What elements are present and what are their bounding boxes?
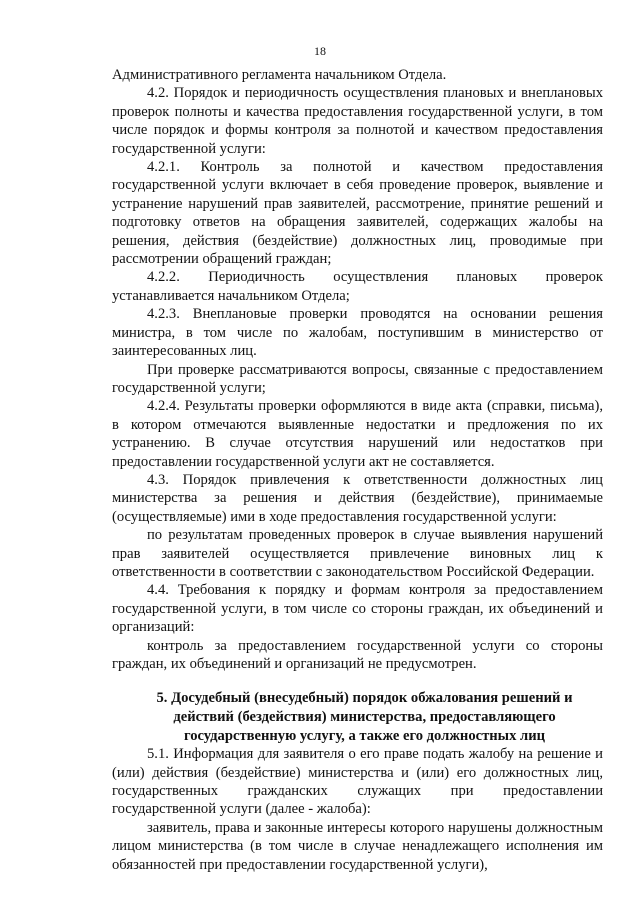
paragraph-liability: по результатам проведенных проверок в случае выявления нарушений прав заявителей осуществляется привлечение виновных лиц к ответственности в соответствии с законодательством Российской Федерации. (112, 527, 603, 580)
paragraph-4-2-1: 4.2.1. Контроль за полнотой и качеством предоставления государственной услуги включает в себя проведение проверок, выявление и устранение нарушений прав заявителей, рассмотрение, принятие решений и подготовку ответов на обращения заявителей, содержащих жалобы на решения, действия (бездействие) должностных лиц, проводимые при рассмотрении обращений граждан; (112, 159, 603, 268)
paragraph-inspection-scope: При проверке рассматриваются вопросы, связанные с предоставлением государственной услуги; (112, 361, 603, 396)
paragraph-continuation: Административного регламента начальником Отдела. (112, 67, 447, 83)
paragraph-4-2-3: 4.2.3. Внеплановые проверки проводятся на основании решения министра, в том числе по жалобам, поступившим в министерство от заинтересованных лиц. (112, 306, 603, 360)
paragraph-public-control: контроль за предоставлением государственной услуги со стороны граждан, их объединений и организаций не предусмотрен. (112, 637, 603, 672)
paragraph-4-2: 4.2. Порядок и периодичность осуществления плановых и внеплановых проверок полноты и качества предоставления государственной услуги, в том числе порядок и формы контроля за полнотой и качеством предоставления государственной услуги: (112, 85, 603, 157)
paragraph-applicant: заявитель, права и законные интересы которого нарушены должностным лицом министерства (в том числе в случае ненадлежащего исполнения им обязанностей при предоставлении государственной услуги), (112, 819, 603, 873)
paragraph-5-1: 5.1. Информация для заявителя о его праве подать жалобу на решение и (или) действия (бездействие) министерства и (или) его должностных лиц, государственных гражданских служащих при предоставлении государственной услуги (далее - жалоба): (112, 746, 603, 818)
paragraph-4-3: 4.3. Порядок привлечения к ответственности должностных лиц министерства за решения и действия (бездействие), принимаемые (осуществляемые) ими в ходе предоставления государственной услуги: (112, 471, 603, 525)
page-number: 18 (314, 44, 326, 58)
section-5-heading: 5. Досудебный (внесудебный) порядок обжалования решений и действий (бездействия) министерства, предоставляющего государственную услугу, а также его должностных лиц (156, 690, 573, 744)
paragraph-4-4: 4.4. Требования к порядку и формам контроля за предоставлением государственной услуги, в том числе со стороны граждан, их объединений и организаций: (112, 582, 603, 636)
paragraph-4-2-2: 4.2.2. Периодичность осуществления плановых проверок устанавливается начальником Отдела; (112, 269, 603, 304)
page-body (112, 66, 603, 874)
paragraph-4-2-4: 4.2.4. Результаты проверки оформляются в виде акта (справки, письма), в котором отмечаются выявленные недостатки и предложения по их устранению. В случае отсутствия нарушений или недостатков при предоставлении государственной услуги акт не составляется. (112, 398, 603, 470)
